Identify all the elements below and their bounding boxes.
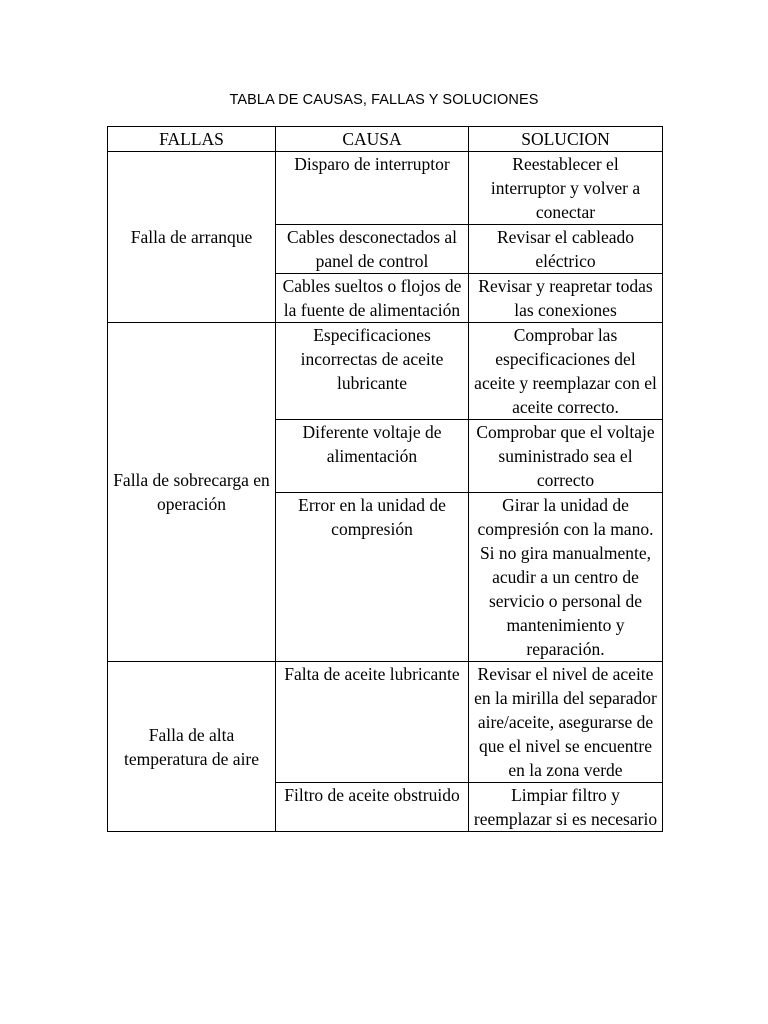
- solucion-cell: Comprobar las especificaciones del aceite y reemplazar con el aceite correcto.: [469, 323, 663, 420]
- header-causa: CAUSA: [276, 127, 469, 152]
- solucion-cell: Reestablecer el interruptor y volver a conectar: [469, 152, 663, 225]
- causa-cell: Cables sueltos o flojos de la fuente de alimentación: [276, 274, 469, 323]
- causa-cell: Diferente voltaje de alimentación: [276, 420, 469, 493]
- solucion-cell: Revisar el cableado eléctrico: [469, 225, 663, 274]
- solucion-cell: Revisar el nivel de aceite en la mirilla del separador aire/aceite, asegurarse de que el nivel se encuentre en la zona verde: [469, 662, 663, 783]
- falla-cell: Falla de arranque: [108, 152, 276, 323]
- causa-cell: Error en la unidad de compresión: [276, 493, 469, 662]
- table-row: [108, 323, 663, 420]
- solucion-cell: Limpiar filtro y reemplazar si es necesario: [469, 783, 663, 832]
- header-row: [108, 127, 663, 152]
- table-row: [108, 662, 663, 783]
- solucion-cell: Girar la unidad de compresión con la mano. Si no gira manualmente, acudir a un centro de servicio o personal de mantenimiento y reparación.: [469, 493, 663, 662]
- page-title: TABLA DE CAUSAS, FALLAS Y SOLUCIONES: [229, 92, 539, 108]
- header-solucion: SOLUCION: [469, 127, 663, 152]
- header-fallas: FALLAS: [108, 127, 276, 152]
- solucion-cell: Comprobar que el voltaje suministrado sea el correcto: [469, 420, 663, 493]
- causa-cell: Disparo de interruptor: [276, 152, 469, 225]
- causes-faults-solutions-table: [107, 126, 663, 832]
- solucion-cell: Revisar y reapretar todas las conexiones: [469, 274, 663, 323]
- falla-cell: Falla de sobrecarga en operación: [108, 323, 276, 662]
- table-row: [108, 152, 663, 225]
- causa-cell: Especificaciones incorrectas de aceite lubricante: [276, 323, 469, 420]
- causa-cell: Filtro de aceite obstruido: [276, 783, 469, 832]
- causa-cell: Cables desconectados al panel de control: [276, 225, 469, 274]
- causa-cell: Falta de aceite lubricante: [276, 662, 469, 783]
- falla-cell: Falla de alta temperatura de aire: [108, 662, 276, 832]
